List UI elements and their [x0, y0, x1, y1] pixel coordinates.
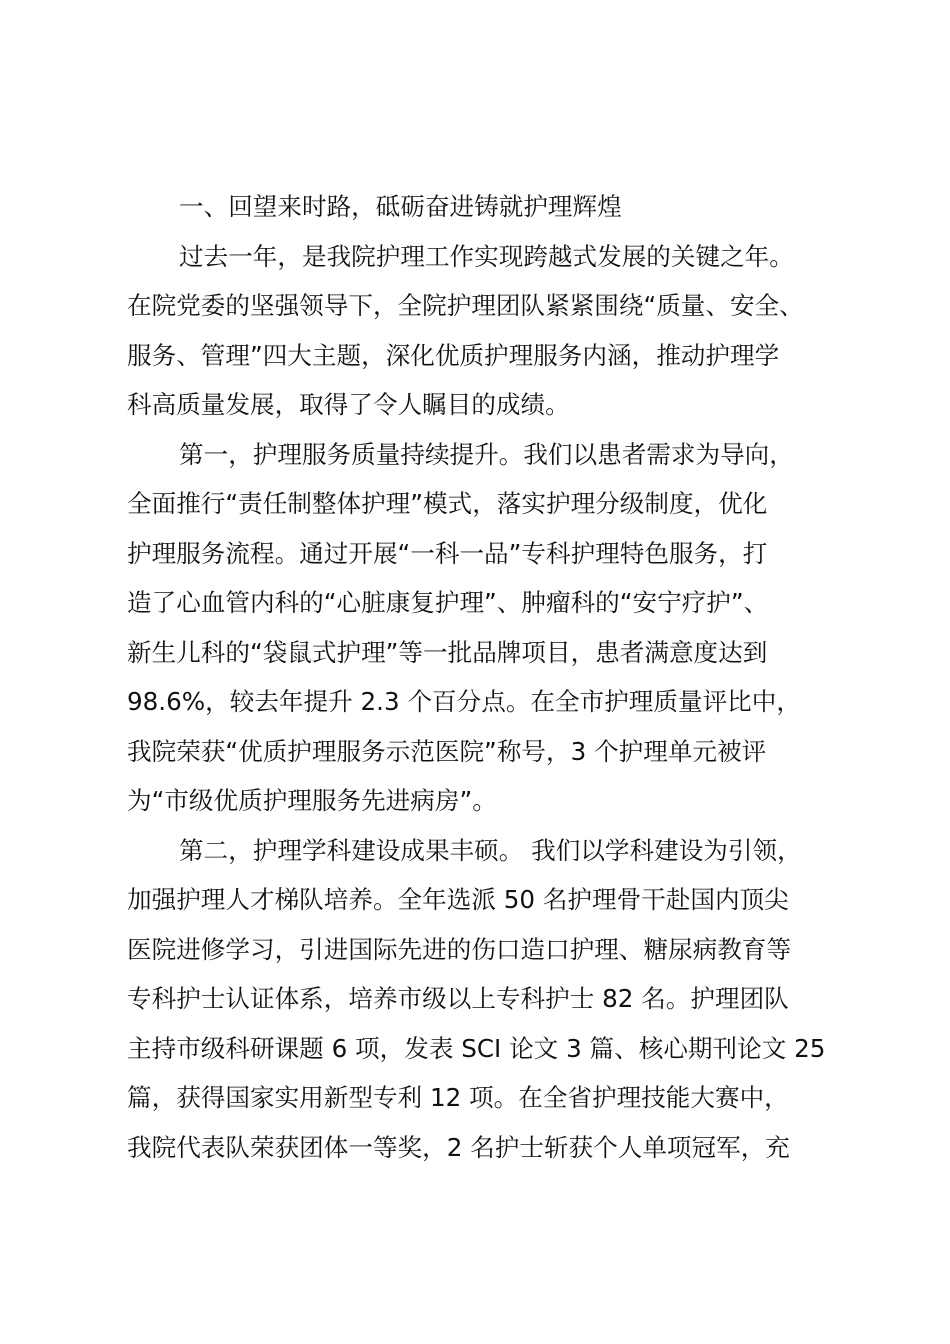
paragraph-discipline-building — [127, 826, 843, 1173]
paragraph-line: 第二，护理学科建设成果丰硕。 我们以学科建设为引领， — [179, 835, 802, 865]
paragraph-intro — [127, 232, 843, 430]
paragraph-line: 过去一年，是我院护理工作实现跨越式发展的关键之年。 — [179, 241, 794, 271]
paragraph-line: 我院代表队荣获团体一等奖，2 名护士斩获个人单项冠军，充 — [127, 1132, 790, 1162]
paragraph-service-quality — [127, 430, 843, 826]
paragraph-line: 全面推行“责任制整体护理”模式，落实护理分级制度，优化 — [127, 489, 768, 518]
paragraph-line: 造了心血管内科的“心脏康复护理”、肿瘤科的“安宁疗护”、 — [127, 588, 769, 617]
paragraph-line: 篇，获得国家实用新型专利 12 项。在全省护理技能大赛中， — [127, 1083, 789, 1112]
paragraph-line: 我院荣获“优质护理服务示范医院”称号，3 个护理单元被评 — [127, 736, 767, 766]
paragraph-line: 新生儿科的“袋鼠式护理”等一批品牌项目，患者满意度达到 — [127, 637, 768, 667]
paragraph-line: 服务、管理”四大主题，深化优质护理服务内涵，推动护理学 — [127, 340, 780, 370]
paragraph-line: 科高质量发展，取得了令人瞩目的成绩。 — [127, 390, 570, 419]
section-heading: 一、回望来时路，砥砺奋进铸就护理辉煌 — [179, 192, 622, 221]
paragraph-line: 护理服务流程。通过开展“一科一品”专科护理特色服务，打 — [127, 538, 768, 568]
paragraph-line: 为“市级优质护理服务先进病房”。 — [127, 786, 497, 815]
paragraph-line: 专科护士认证体系，培养市级以上专科护士 82 名。护理团队 — [127, 984, 789, 1013]
paragraph-line: 加强护理人才梯队培养。全年选派 50 名护理骨干赴国内顶尖 — [127, 885, 789, 914]
paragraph-line: 第一，护理服务质量持续提升。我们以患者需求为导向， — [179, 439, 794, 469]
paragraph-line: 98.6%，较去年提升 2.3 个百分点。在全市护理质量评比中， — [127, 687, 801, 716]
paragraph-line: 医院进修学习，引进国际先进的伤口造口护理、糖尿病教育等 — [127, 934, 792, 964]
paragraph-line: 在院党委的坚强领导下，全院护理团队紧紧围绕“质量、安全、 — [127, 291, 804, 320]
document-body — [127, 182, 843, 1172]
paragraph-line: 主持市级科研课题 6 项，发表 SCI 论文 3 篇、核心期刊论文 25 — [127, 1033, 826, 1063]
